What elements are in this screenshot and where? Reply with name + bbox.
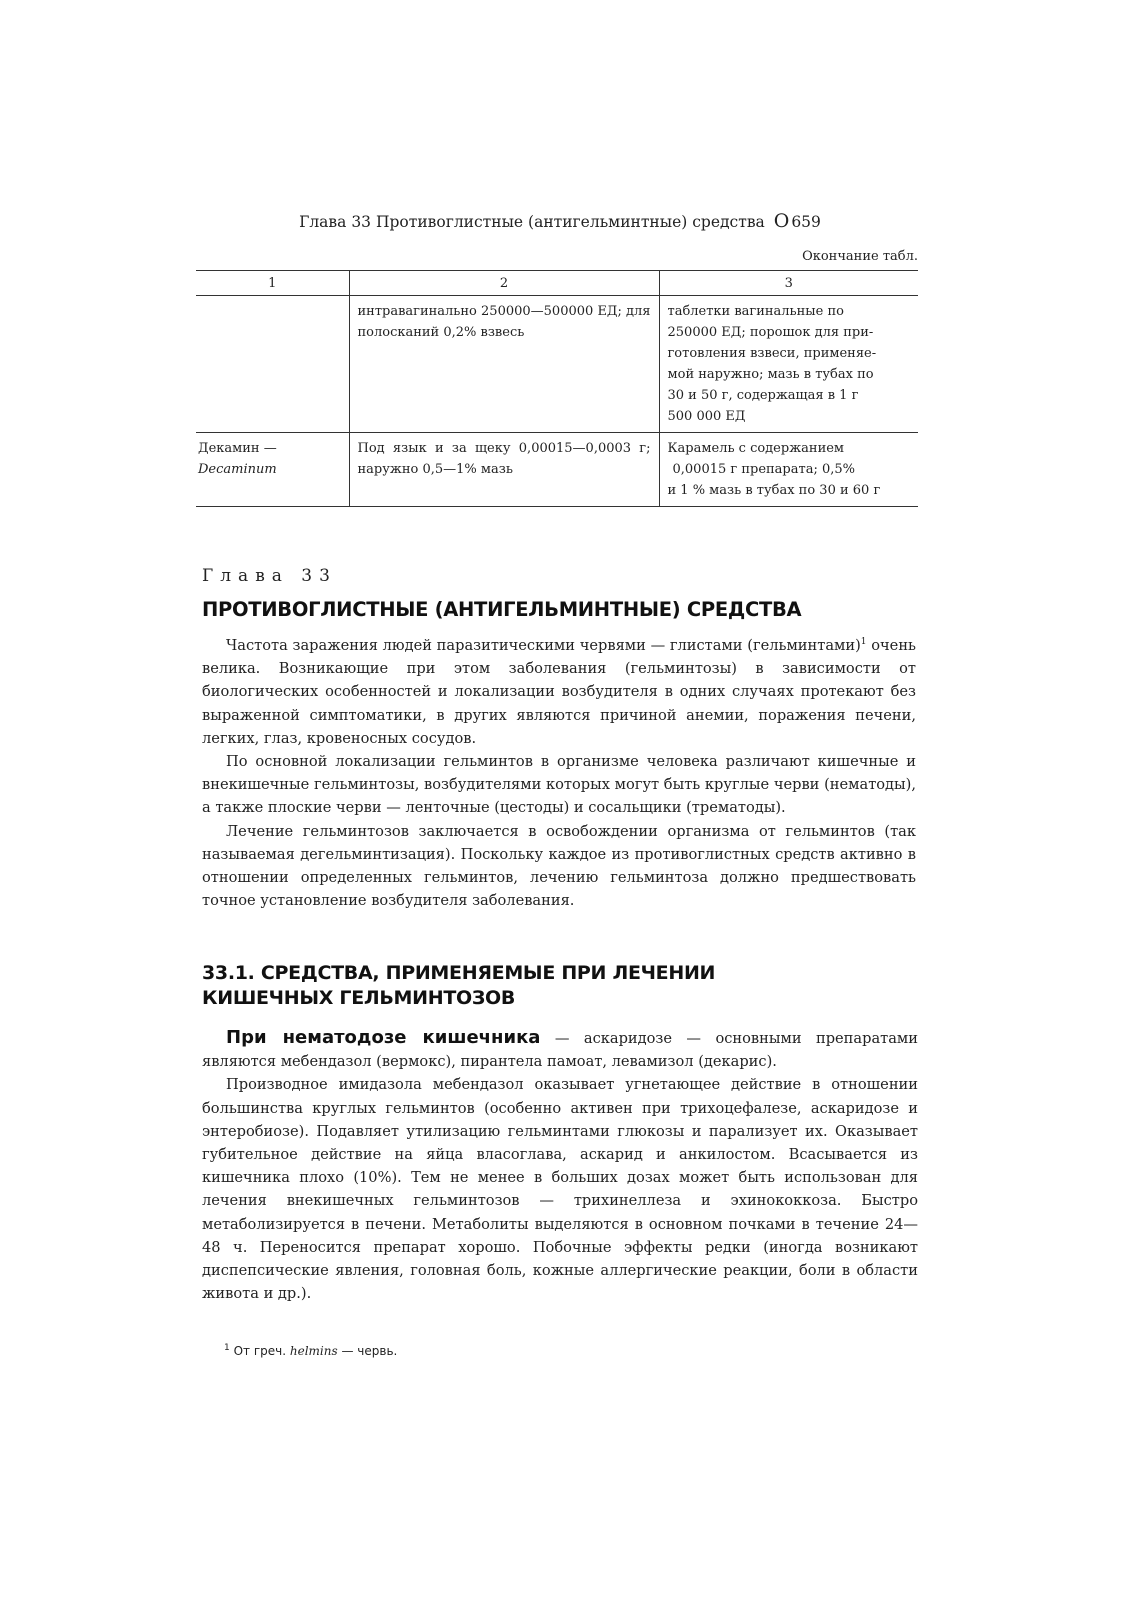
drug-table [196,270,918,507]
dosage-cell: Под язык и за щеку 0,00015—0,0003 г; наружно 0,5—1% мазь [349,433,659,507]
forms-cell [659,296,918,433]
forms-line: и 1 % мазь в тубах по 30 и 60 г [667,483,881,498]
dosage-cell: интравагинально 250000—500000 ЕД; для полосканий 0,2% взвесь [349,296,659,433]
footnote-ref: 1 [860,637,867,648]
running-header [200,210,920,232]
table-continuation-note: Окончание табл. [802,249,918,264]
forms-line: 30 и 50 г, содержащая в 1 г [667,388,859,403]
paragraph-text: Частота заражения людей паразитическими червями — глистами (гельминтами) [226,637,861,654]
drug-name-cell [196,433,349,507]
page-symbol: O [773,210,790,232]
section-title-line: КИШЕЧНЫХ ГЕЛЬМИНТОЗОВ [202,987,516,1009]
column-header: 1 [196,271,349,296]
forms-line: таблетки вагинальные по [667,304,844,319]
forms-line: 0,00015 г препарата; 0,5% [672,462,855,477]
section-body [202,1026,918,1305]
footnote-mark: 1 [224,1343,230,1353]
chapter-title: ПРОТИВОГЛИСТНЫЕ (АНТИГЕЛЬМИНТНЫЕ) СРЕДСТВА [202,598,802,621]
running-title: Глава 33 Противоглистные (антигельминтные) средства [299,213,765,231]
section-title [202,961,922,1011]
forms-line: мой наружно; мазь в тубах по [667,367,874,382]
table-row [196,433,918,507]
forms-line: 500 000 ЕД [667,409,746,424]
drug-name-latin: Decaminum [198,462,277,477]
forms-line: 250000 ЕД; порошок для при- [667,325,874,340]
paragraph [202,634,916,750]
forms-line: Карамель с содержанием [667,441,845,456]
paragraph: Лечение гельминтозов заключается в освобождении организма от гельминтов (так называемая дегельминтизация). Поскольку каждое из противоглистных средств активно в отношении определенных гельминтов, лечению гельминтоза должно предшествовать точное установление возбудителя заболевания. [202,822,916,910]
chapter-intro [202,634,916,912]
footnote-text: — червь. [341,1344,398,1358]
column-header: 2 [349,271,659,296]
forms-cell [659,433,918,507]
column-header: 3 [659,271,918,296]
table-row [196,296,918,433]
footnote [224,1344,397,1358]
paragraph-text: — аскаридозе — основными препаратами являются мебендазол (вермокс), пирантела памоат, левамизол (декарис). [202,1030,918,1071]
paragraph [202,1026,918,1073]
footnote-term: helmins [289,1344,338,1358]
footnote-text: От греч. [233,1344,287,1358]
paragraph: По основной локализации гельминтов в организме человека различают кишечные и внекишечные гельминтозы, возбудителями которых могут быть круглые черви (нематоды), а также плоские черви — ленточные (цестоды) и сосальщики (трематоды). [202,753,916,817]
paragraph-text: очень велика. Возникающие при этом заболевания (гельминтозы) в зависимости от биологических особенностей и локализации возбудителя в одних случаях протекают без выраженной симптоматики, в других являются причиной анемии, поражения печени, легких, глаз, кровеносных сосудов. [202,637,916,747]
chapter-label: Глава 33 [202,566,337,586]
section-title-line: 33.1. СРЕДСТВА, ПРИМЕНЯЕМЫЕ ПРИ ЛЕЧЕНИИ [202,962,716,984]
page-number: 659 [791,213,821,231]
paragraph: Производное имидазола мебендазол оказывает угнетающее действие в отношении большинства круглых гельминтов (особенно активен при трихоцефалезе, аскаридозе и энтеробиозе). Подавляет утилизацию гельминтами глюкозы и парализует их. Оказывает губительное действие на яйца власоглава, аскарид и анкилостом. Всасывается из кишечника плохо (10%). Тем не менее в больших дозах может быть использован для лечения внекишечных гельминтозов — трихинеллеза и эхинококкоза. Быстро метаболизируется в печени. Метаболиты выделяются в основном почками в течение 24—48 ч. Переносится препарат хорошо. Побочные эффекты редки (иногда возникают диспепсические явления, головная боль, кожные аллергические реакции, боли в области живота и др.). [202,1076,918,1303]
drug-name-cell [196,296,349,433]
forms-line: готовления взвеси, применяе- [667,346,877,361]
drug-name: Декамин — [198,441,277,456]
lead-in: При нематодозе кишечника [226,1027,541,1048]
table-header-row [196,271,918,296]
